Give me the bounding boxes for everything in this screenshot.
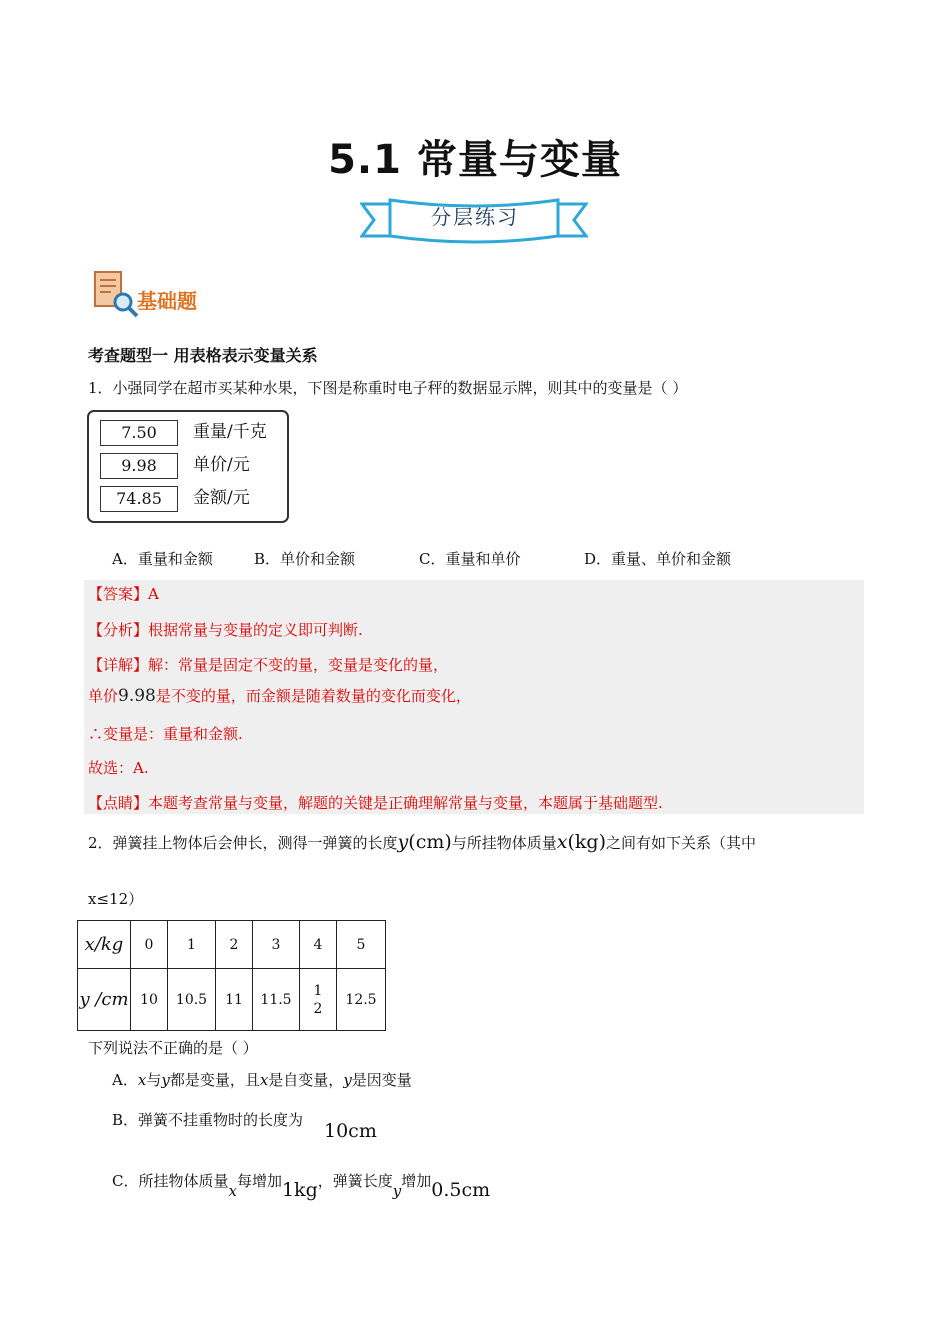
q2-option-a	[112, 1070, 412, 1090]
scale-weight-value: 7.50	[100, 420, 178, 446]
question-2-stem	[88, 832, 756, 853]
table-cell: 0	[131, 921, 168, 969]
y-variable: y	[397, 831, 409, 853]
choice-line: 故选：A.	[88, 759, 149, 777]
detail-line-2	[88, 686, 471, 706]
y-variable: y	[343, 1071, 352, 1089]
scale-price-label: 单价/元	[193, 455, 250, 475]
scale-price-value: 9.98	[100, 453, 178, 479]
table-cell: 5	[337, 921, 386, 969]
detail-value: 9.98	[118, 686, 156, 706]
scale-display	[87, 410, 289, 523]
option-b: B．单价和金额	[254, 550, 356, 568]
table-cell: 10	[131, 969, 168, 1031]
opt-c-text: 增加	[401, 1172, 432, 1190]
option-a: A．重量和金额	[112, 550, 213, 568]
table-cell: 11	[216, 969, 253, 1031]
q2-option-b-value: 10cm	[324, 1120, 377, 1142]
opt-c-text: C．所挂物体质量	[112, 1172, 229, 1190]
table-cell: 12	[300, 969, 337, 1031]
table-cell: 11.5	[253, 969, 300, 1031]
opt-c-text: 每增加	[236, 1172, 282, 1190]
detail-text-a: 单价	[88, 687, 119, 705]
stem-part-b: 与所挂物体质量	[451, 834, 557, 852]
stem-part-c: 之间有如下关系（其中	[606, 834, 757, 852]
opt-a-text: 都是变量，且	[169, 1071, 260, 1089]
x-variable: x	[259, 1071, 269, 1089]
answer-line: 【答案】A	[88, 585, 159, 603]
y-variable: y	[161, 1071, 170, 1089]
conclusion-line: ∴变量是：重量和金额.	[88, 725, 243, 743]
scale-amount-value: 74.85	[100, 486, 178, 512]
table-cell: 10.5	[168, 969, 216, 1031]
opt-c-value-1: 1kg	[281, 1179, 318, 1201]
x-variable: x	[228, 1182, 237, 1200]
table-cell: 4	[300, 921, 337, 969]
comment-line: 【点睛】本题考查常量与变量，解题的关键是正确理解常量与变量，本题属于基础题型.	[88, 794, 663, 812]
detail-text-b: 是不变的量，而金额是随着数量的变化而变化，	[155, 687, 471, 705]
opt-a-text: 与	[146, 1071, 162, 1089]
table-cell: 1	[168, 921, 216, 969]
ribbon-label: 分层练习	[431, 205, 519, 229]
x-variable: x	[556, 831, 568, 853]
data-table	[77, 920, 386, 1031]
option-d: D．重量、单价和金额	[584, 550, 732, 568]
scale-amount-label: 金额/元	[193, 488, 250, 508]
opt-c-text: ，弹簧长度	[317, 1172, 393, 1190]
y-unit: (cm)	[408, 831, 452, 853]
opt-a-label: A．	[112, 1071, 138, 1089]
page-title: 5.1 常量与变量	[328, 137, 622, 183]
q2-option-c	[112, 1170, 491, 1201]
question-2-prompt: 下列说法不正确的是（ ）	[88, 1039, 258, 1057]
table-row1-head: x/kg	[78, 921, 131, 969]
x-unit: (kg)	[567, 831, 607, 853]
question-1-stem: 1．小强同学在超市买某种水果，下图是称重时电子秤的数据显示牌，则其中的变量是（ ）	[88, 379, 688, 397]
condition: x≤12）	[88, 890, 144, 908]
stem-part-a: 2．弹簧挂上物体后会伸长，测得一弹簧的长度	[88, 834, 398, 852]
table-cell: 2	[216, 921, 253, 969]
opt-c-value-2: 0.5cm	[431, 1179, 491, 1201]
q2-option-b: B．弹簧不挂重物时的长度为	[112, 1111, 304, 1129]
table-cell: 12.5	[337, 969, 386, 1031]
analysis-line: 【分析】根据常量与变量的定义即可判断.	[88, 621, 363, 639]
table-row2-head: y /cm	[78, 969, 131, 1031]
opt-a-text: 是自变量，	[268, 1071, 344, 1089]
opt-a-text: 是因变量	[351, 1071, 412, 1089]
table-cell: 3	[253, 921, 300, 969]
badge-label: 基础题	[137, 289, 197, 313]
scale-weight-label: 重量/千克	[193, 422, 267, 442]
section-title: 考查题型一 用表格表示变量关系	[88, 346, 318, 365]
y-variable: y	[392, 1182, 402, 1200]
x-variable: x	[137, 1071, 147, 1089]
detail-line: 【详解】解：常量是固定不变的量，变量是变化的量，	[88, 656, 449, 674]
option-c: C．重量和单价	[419, 550, 521, 568]
